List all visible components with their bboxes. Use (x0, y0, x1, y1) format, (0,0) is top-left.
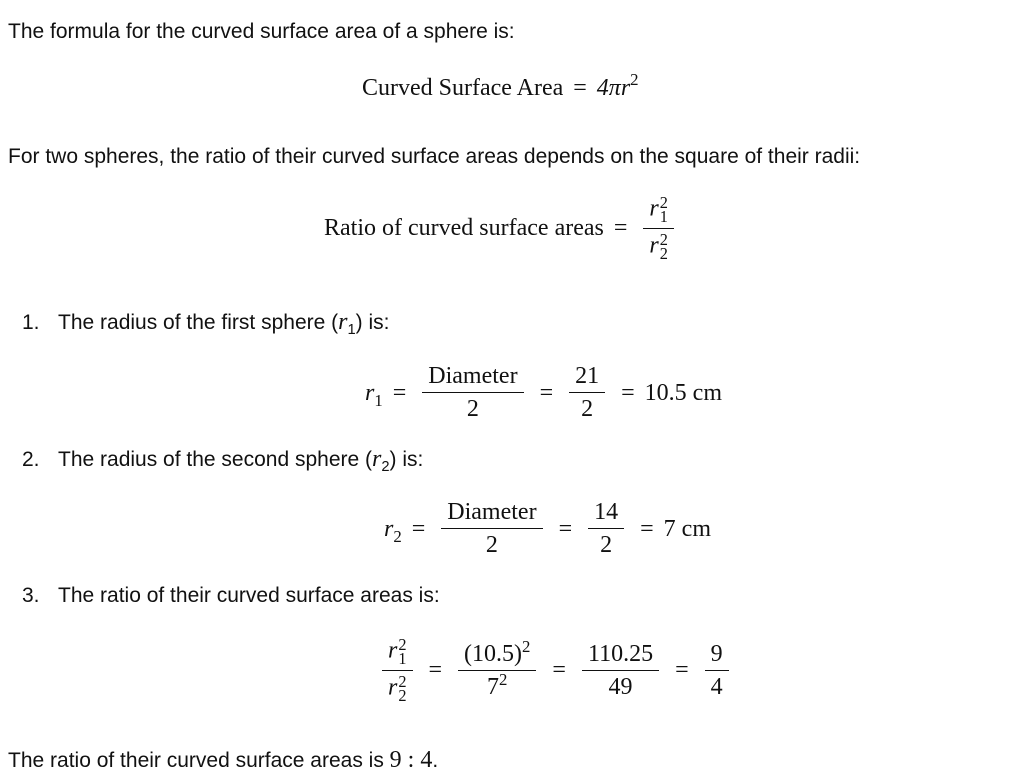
step-2-text (22, 446, 424, 476)
ratio-formula (324, 193, 680, 263)
frac-num: 14 (594, 499, 619, 525)
ratio-fraction (643, 193, 674, 263)
step-text-end: ) is: (389, 448, 424, 471)
ratio-den-exp: 2 (659, 229, 668, 249)
conclusion-label: The ratio of their curved surface areas is (8, 749, 390, 772)
fraction-r-squared (382, 635, 413, 705)
frac-den: 2 (466, 396, 479, 422)
eq-sub: 1 (374, 390, 383, 410)
ratio-num-var: r (649, 195, 659, 222)
step-text: The radius of the first sphere ( (58, 311, 339, 334)
fraction-value (569, 364, 605, 421)
f2-den: 7 (487, 673, 500, 700)
f1-num-exp: 2 (398, 635, 407, 654)
formula-label: Curved Surface Area (362, 75, 564, 101)
frac-den: 4 (710, 673, 723, 700)
step-2-equation (384, 500, 711, 557)
frac-num: Diameter (428, 363, 518, 389)
fraction-diameter-over-2 (422, 364, 523, 421)
ratio-intro-text: For two spheres, the ratio of their curved surface areas depends on the square of their radii: (8, 145, 861, 168)
equals-sign: = (539, 379, 554, 406)
formula-rhs: 4πr (596, 75, 631, 101)
frac-num: Diameter (447, 499, 537, 525)
fraction-simplified (705, 642, 729, 699)
frac-den: 2 (600, 532, 613, 558)
step-text: The radius of the second sphere ( (58, 448, 373, 471)
equals-sign: = (392, 379, 407, 406)
fraction-evaluated (582, 642, 659, 699)
equals-sign: = (411, 515, 426, 542)
step-number: 1. (22, 311, 40, 334)
eq-var: r (384, 515, 394, 542)
conclusion-text (8, 748, 438, 773)
eq-sub: 2 (393, 526, 402, 546)
step-text-end: ) is: (355, 311, 390, 334)
equals-sign: = (573, 75, 587, 101)
surface-area-formula: Curved Surface Area = 4πr $^2$ (362, 69, 639, 101)
f2-num: (10.5) (464, 640, 523, 667)
step-number: 2. (22, 448, 40, 471)
step-3-text (22, 583, 440, 608)
ratio-den-var: r (649, 232, 659, 259)
eq-result: 7 cm (663, 515, 711, 542)
ratio-num-sub: 1 (659, 206, 668, 226)
equals-sign: = (640, 515, 654, 542)
equals-sign: = (613, 215, 628, 242)
step-sub: 2 (381, 459, 390, 476)
frac-den: 2 (485, 532, 498, 558)
fraction-diameter-over-2 (441, 500, 542, 557)
equals-sign: = (675, 657, 689, 684)
step-var: r (338, 309, 348, 335)
ratio-den-sub: 2 (659, 243, 668, 263)
step-3-equation (382, 635, 735, 705)
intro-text: The formula for the curved surface area of a sphere is: (8, 20, 515, 43)
frac-den: 2 (581, 396, 594, 422)
conclusion-end: . (432, 749, 439, 772)
fraction-value (588, 500, 624, 557)
equals-sign: = (552, 657, 566, 684)
f1-num-sub: 1 (398, 648, 407, 668)
step-var: r (372, 446, 382, 472)
ratio-num-exp: 2 (659, 193, 668, 212)
equals-sign: = (558, 515, 573, 542)
f2-num-exp: 2 (522, 636, 531, 656)
equals-sign: = (621, 379, 635, 406)
step-sub: 1 (347, 322, 356, 339)
eq-var: r (365, 379, 375, 406)
f1-den-var: r (388, 674, 398, 701)
ratio-label: Ratio of curved surface areas (324, 215, 604, 242)
conclusion-ratio: 9 : 4 (389, 747, 433, 773)
frac-num: 9 (710, 640, 723, 667)
step-text: The ratio of their curved surface areas is: (58, 584, 440, 607)
frac-den: 49 (608, 673, 633, 700)
eq-result: 10.5 cm (644, 379, 722, 406)
equals-sign: = (428, 657, 443, 684)
frac-num: 21 (575, 363, 600, 389)
f1-den-sub: 2 (398, 685, 407, 705)
f1-num-var: r (388, 637, 398, 664)
f2-den-exp: 2 (499, 669, 508, 689)
step-number: 3. (22, 584, 40, 607)
f1-den-exp: 2 (398, 671, 407, 691)
step-1-text (22, 309, 390, 339)
fraction-numeric-squares (458, 636, 536, 700)
step-1-equation (365, 364, 722, 421)
frac-num: 110.25 (587, 640, 654, 667)
